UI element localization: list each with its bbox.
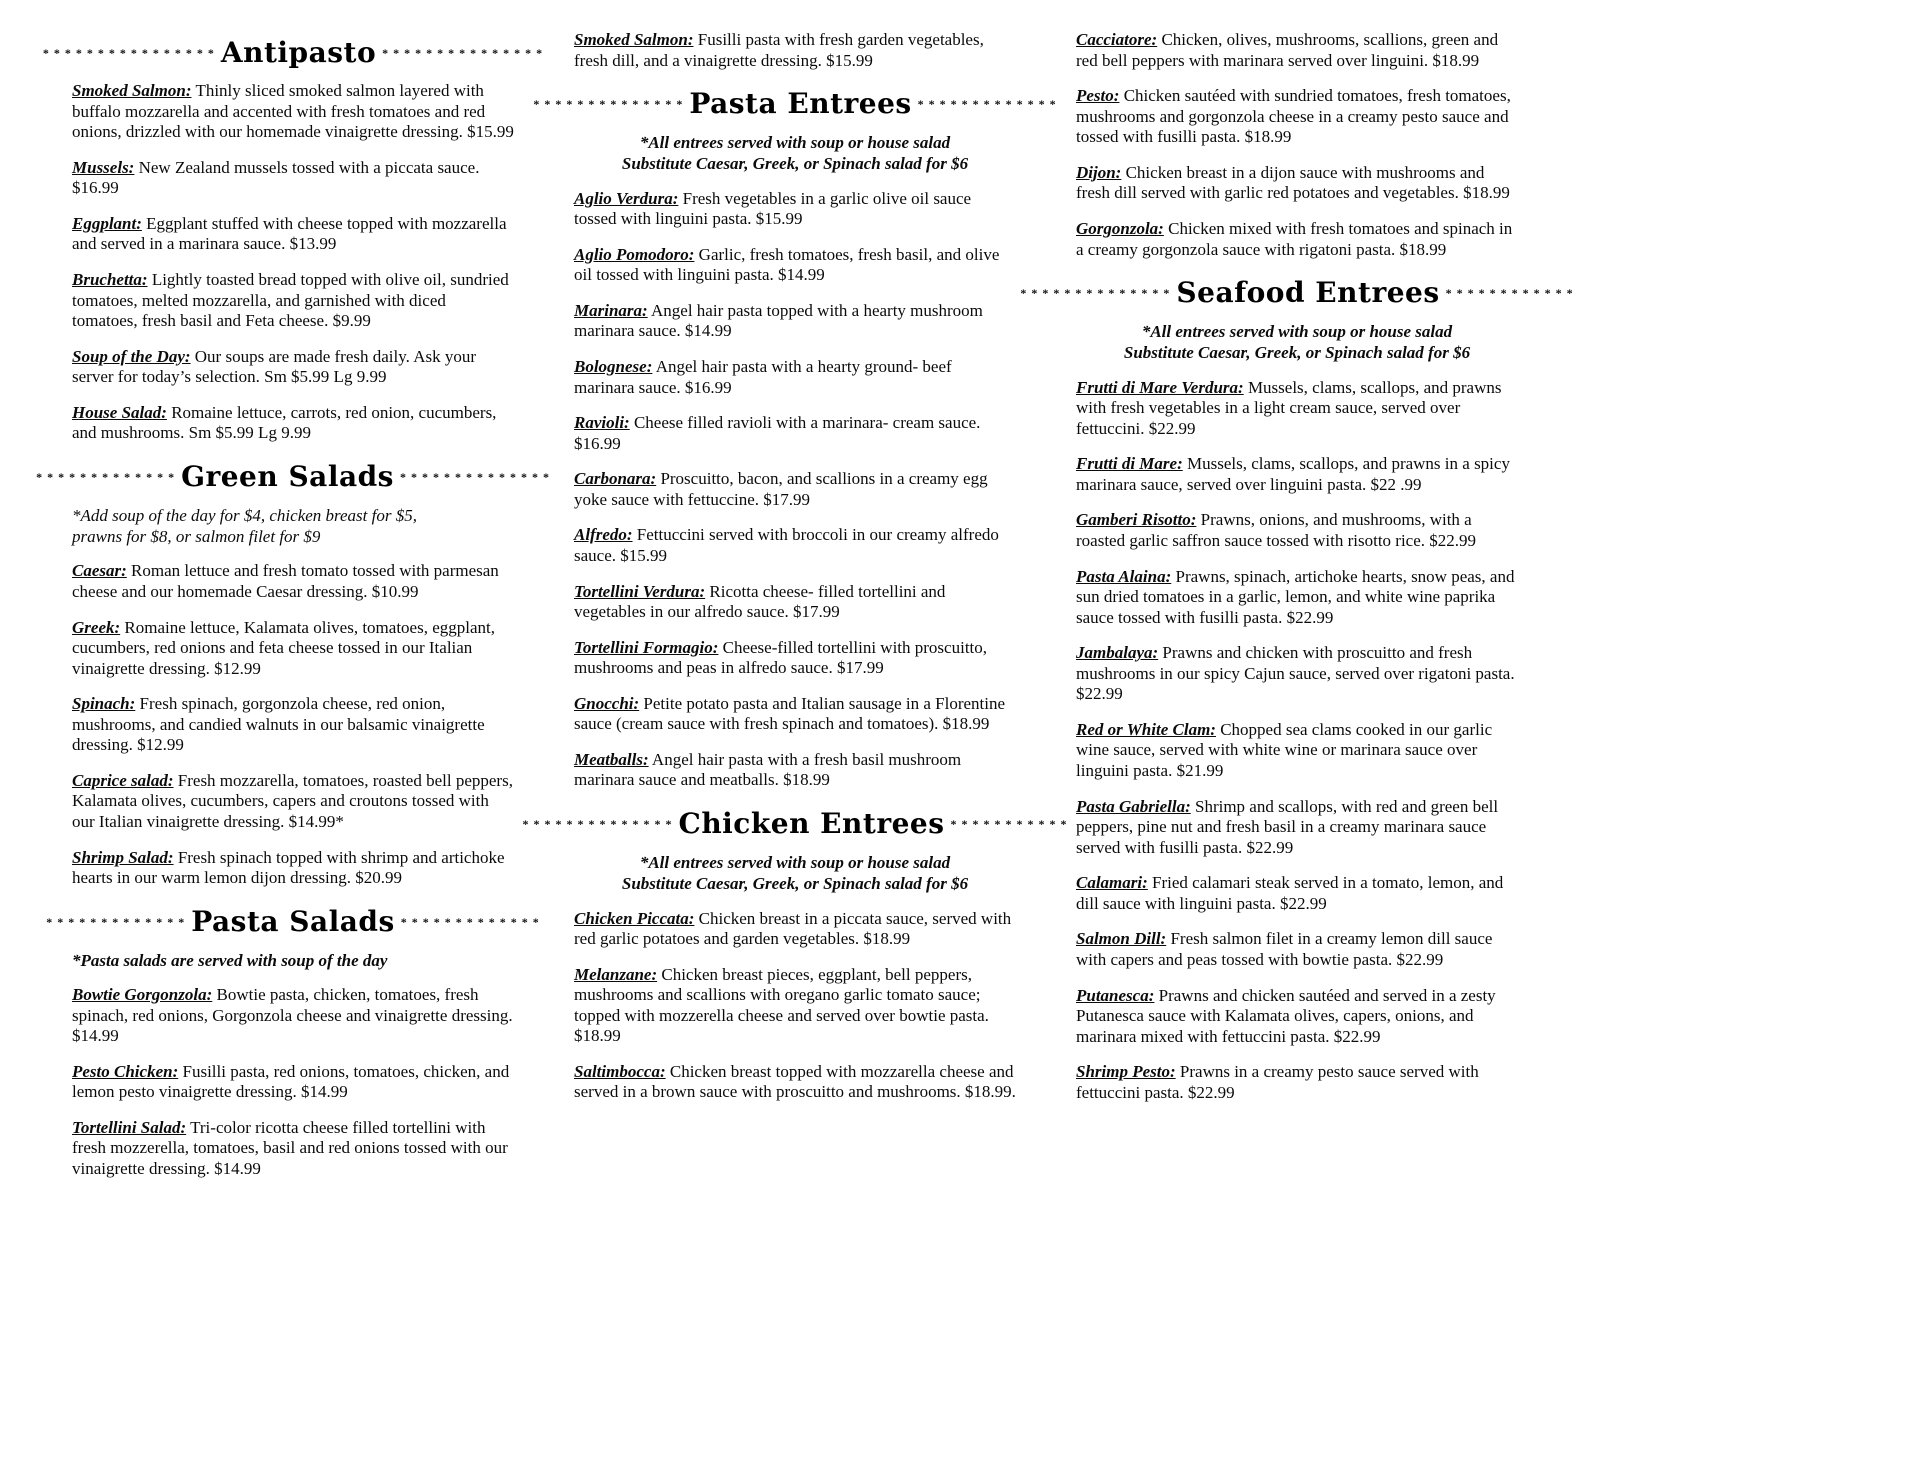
item-name: Eggplant: [72,213,142,233]
item-name: Frutti di Mare Verdura: [1076,377,1244,397]
item-name: Gorgonzola: [1076,218,1164,238]
item-name: Greek: [72,617,121,637]
menu-item [72,985,514,1047]
item-name: Caesar: [72,561,127,581]
item-description: Angel hair pasta with a fresh basil mushroom marinara sauce and meatballs. $18.99 [574,749,962,790]
item-name: Pesto Chicken: [72,1061,179,1081]
item-description: Chicken mixed with fresh tomatoes and spinach in a creamy gorgonzola sauce with rigatoni pasta. $18.99 [1076,218,1513,259]
item-name: Red or White Clam: [1076,719,1216,739]
section-note-line: *All entrees served with soup or house salad [639,133,951,153]
item-description: Angel hair pasta topped with a hearty mushroom marinara sauce. $14.99 [574,300,983,341]
menu-item [1076,163,1518,204]
section-note-line: prawns for $8, or salmon filet for $9 [72,527,321,547]
menu-item [72,694,514,756]
item-name: Mussels: [72,157,135,177]
item-name: Marinara: [574,300,648,320]
item-description: Prawns, onions, and mushrooms, with a roasted garlic saffron sauce tossed with risotto rice. $22.99 [1076,510,1477,550]
section-header [36,459,550,493]
menu-item [72,618,514,680]
item-name: Tortellini Salad: [72,1117,187,1137]
section-note-line: *Pasta salads are served with soup of the day [72,950,388,970]
item-name: Melanzane: [574,964,658,984]
item-name: Aglio Pomodoro: [574,244,695,264]
item-name: Smoked Salmon: [574,30,694,49]
menu-item [1076,378,1518,440]
item-name: Bolognese: [574,357,653,376]
menu-item [574,694,1016,735]
section-header [42,36,544,69]
item-name: Calamari: [1076,873,1148,893]
menu-item [1076,454,1518,495]
item-name: Pesto: [1076,86,1120,106]
item-description: Ricotta cheese- filled tortellini and vegetables in our alfredo sauce. $17.99 [574,581,946,622]
item-name: Shrimp Salad: [72,847,174,867]
item-description: Fresh spinach topped with shrimp and artichoke hearts in our warm lemon dijon dressing. $20.99 [72,847,505,888]
stars-right-decoration: * * * * * * * * * * * * * [917,97,1057,112]
item-description: Prawns and chicken with proscuitto and fresh mushrooms in our spicy Cajun sauce, served over rigatoni pasta. $22.99 [1076,643,1515,704]
menu-item [72,1062,514,1103]
item-name: Jambalaya: [1076,643,1159,663]
item-name: Soup of the Day: [72,346,191,366]
menu-column-2 [522,30,1068,1194]
item-description: Fettuccini served with broccoli in our creamy alfredo sauce. $15.99 [574,525,999,565]
item-name: House Salad: [72,402,167,422]
item-name: Pasta Gabriella: [1076,796,1191,816]
stars-right-decoration: * * * * * * * * * * * * [1445,286,1574,301]
item-description: Fried calamari steak served in a tomato, lemon, and dill sauce with linguini pasta. $22.99 [1076,873,1504,913]
section-title: Chicken Entrees [678,807,945,840]
item-description: Romaine lettuce, Kalamata olives, tomatoes, eggplant, cucumbers, red onions and feta cheese tossed in our Italian vinaigrette dressing. $12.99 [72,617,495,678]
item-name: Frutti di Mare: [1076,454,1183,474]
item-description: Fresh salmon filet in a creamy lemon dill sauce with capers and peas tossed with bowtie pasta. $22.99 [1076,929,1493,969]
menu-item [1076,643,1518,705]
menu-item [72,561,514,602]
item-name: Ravioli: [574,413,630,433]
menu-item [574,909,1016,950]
menu-item [72,403,514,444]
item-name: Cacciatore: [1076,30,1158,49]
item-description: Angel hair pasta with a hearty ground- beef marinara sauce. $16.99 [574,357,952,397]
item-description: Our soups are made fresh daily. Ask your server for today’s selection. Sm $5.99 Lg 9.99 [72,346,477,387]
menu-item [72,158,514,199]
item-description: Cheese filled ravioli with a marinara- cream sauce. $16.99 [574,413,981,453]
menu-item [72,81,514,143]
menu-item [1076,720,1518,782]
item-description: Fresh spinach, gorgonzola cheese, red onion, mushrooms, and candied walnuts in our balsamic vinaigrette dressing. $12.99 [72,694,485,755]
section-note-line: Substitute Caesar, Greek, or Spinach salad for $6 [621,874,969,894]
menu-column-1 [36,30,550,1194]
item-description: Bowtie pasta, chicken, tomatoes, fresh spinach, red onions, Gorgonzola cheese and vinaigrette dressing. $14.99 [72,984,513,1046]
menu-item [1076,219,1518,260]
section-title: Green Salads [181,459,394,493]
item-name: Chicken Piccata: [574,908,695,928]
menu-item [1076,929,1518,970]
item-description: Thinly sliced smoked salmon layered with buffalo mozzarella and accented with fresh tomatoes and red onions, drizzled with our homemade vinaigrette dressing. $15.99 [72,81,514,142]
menu-item [574,525,1016,566]
section-note [72,505,514,548]
item-name: Spinach: [72,694,136,714]
menu-item [1076,1062,1518,1103]
section-note-line: *All entrees served with soup or house salad [1141,322,1453,342]
item-description: Garlic, fresh tomatoes, fresh basil, and olive oil tossed with linguini pasta. $14.99 [574,244,1000,285]
item-description: Mussels, clams, scallops, and prawns with fresh vegetables in a light cream sauce, served over fettuccini. $22.99 [1076,377,1502,438]
item-description: Chicken breast topped with mozzarella cheese and served in a brown sauce with proscuitto and mushrooms. $18.99. [574,1061,1016,1102]
menu-item [72,771,514,833]
section-note [574,852,1016,895]
stars-right-decoration: * * * * * * * * * * * * * * * [382,46,544,60]
menu-item [574,582,1016,623]
section-header [1020,276,1574,310]
item-description: Chicken breast in a piccata sauce, served with red garlic potatoes and garden vegetables. $18.99 [574,908,1012,949]
menu-item [1076,30,1518,71]
menu-item [574,965,1016,1047]
menu-item [574,638,1016,679]
stars-right-decoration: * * * * * * * * * * * * * [400,914,540,929]
section-title: Pasta Entrees [689,87,912,121]
item-description: Prawns, spinach, artichoke hearts, snow peas, and sun dried tomatoes in a garlic, lemon, and white wine paprika sauce tossed with fusilli pasta. $22.99 [1076,566,1515,627]
item-description: Mussels, clams, scallops, and prawns in a spicy marinara sauce, served over linguini pasta. $22 .99 [1076,454,1510,494]
menu-item [574,301,1016,342]
section-note [72,950,514,971]
item-description: Romaine lettuce, carrots, red onion, cucumbers, and mushrooms. Sm $5.99 Lg 9.99 [72,402,497,443]
section-note-line: *All entrees served with soup or house salad [639,853,951,872]
item-description: Petite potato pasta and Italian sausage in a Florentine sauce (cream sauce with fresh spinach and tomatoes). $18.99 [574,693,1006,734]
menu-item [72,1118,514,1180]
item-name: Alfredo: [574,525,633,545]
menu-item [574,245,1016,286]
item-description: Fresh vegetables in a garlic olive oil sauce tossed with linguini pasta. $15.99 [574,188,972,229]
menu-item [72,848,514,889]
item-name: Aglio Verdura: [574,188,679,208]
item-description: Fusilli pasta with fresh garden vegetables, fresh dill, and a vinaigrette dressing. $15.99 [574,30,984,70]
section-header [533,87,1057,121]
section-title: Pasta Salads [191,904,395,938]
item-name: Caprice salad: [72,770,174,790]
item-name: Bowtie Gorgonzola: [72,984,213,1004]
stars-right-decoration: * * * * * * * * * * * * * * [399,469,550,484]
menu-item [574,413,1016,454]
menu-item [1076,986,1518,1048]
menu-item [1076,567,1518,629]
section-title: Seafood Entrees [1176,276,1440,310]
stars-left-decoration: * * * * * * * * * * * * * * * * [42,46,215,60]
item-description: Eggplant stuffed with cheese topped with mozzarella and served in a marinara sauce. $13.99 [72,213,507,254]
menu-item [1076,873,1518,914]
item-name: Shrimp Pesto: [1076,1062,1176,1082]
item-description: Tri-color ricotta cheese filled tortellini with fresh mozzerella, tomatoes, basil and red onions tossed with our vinaigrette dressing. $14.99 [72,1117,508,1178]
menu-item [1076,797,1518,859]
item-name: Tortellini Formagio: [574,637,719,657]
item-description: Lightly toasted bread topped with olive oil, sundried tomatoes, melted mozzarella, and garnished with diced tomatoes, fresh basil and Feta cheese. $9.99 [72,269,509,331]
item-description: Chopped sea clams cooked in our garlic wine sauce, served with white wine or marinara sauce over linguini pasta. $21.99 [1076,719,1493,780]
item-description: Chicken, olives, mushrooms, scallions, green and red bell peppers with marinara served over linguini. $18.99 [1076,30,1499,70]
item-name: Salmon Dill: [1076,929,1167,949]
item-name: Putanesca: [1076,985,1155,1005]
item-description: Fresh mozzarella, tomatoes, roasted bell peppers, Kalamata olives, cucumbers, capers and croutons tossed with our Italian vinaigrette dressing. $14.99* [72,770,513,831]
stars-left-decoration: * * * * * * * * * * * * * * [533,97,684,112]
section-note [1076,321,1518,364]
section-header [46,904,540,938]
section-note-line: Substitute Caesar, Greek, or Spinach salad for $6 [1123,343,1471,363]
item-name: Carbonara: [574,469,657,489]
menu-item [1076,510,1518,551]
item-name: Saltimbocca: [574,1061,666,1081]
item-description: Cheese-filled tortellini with proscuitto, mushrooms and peas in alfredo sauce. $17.99 [574,637,988,678]
menu-item [72,270,514,332]
item-description: Prawns and chicken sautéed and served in a zesty Putanesca sauce with Kalamata olives, capers, onions, and marinara mixed with fettuccini pasta. $22.99 [1076,985,1496,1046]
section-header [522,807,1068,840]
stars-right-decoration: * * * * * * * * * * * [950,817,1068,831]
item-name: Pasta Alaina: [1076,566,1172,586]
section-note-line: *Add soup of the day for $4, chicken breast for $5, [72,505,417,525]
item-name: Gnocchi: [574,693,640,713]
item-name: Tortellini Verdura: [574,581,706,601]
item-description: New Zealand mussels tossed with a piccata sauce. $16.99 [72,157,480,198]
menu-item [574,30,1016,71]
item-name: Smoked Salmon: [72,81,192,100]
section-note [574,132,1016,175]
section-title: Antipasto [220,36,377,69]
menu-item [574,469,1016,510]
item-description: Proscuitto, bacon, and scallions in a creamy egg yoke sauce with fettuccine. $17.99 [574,469,988,509]
stars-left-decoration: * * * * * * * * * * * * * [36,469,176,484]
item-name: Meatballs: [574,749,649,769]
item-description: Chicken breast pieces, eggplant, bell peppers, mushrooms and scallions with oregano garlic tomato sauce; topped with mozzerella cheese and served over bowtie pasta. $18.99 [574,964,989,1046]
item-name: Dijon: [1076,162,1122,182]
item-description: Prawns in a creamy pesto sauce served with fettuccini pasta. $22.99 [1076,1062,1479,1102]
stars-left-decoration: * * * * * * * * * * * * * [46,914,186,929]
item-description: Chicken sautéed with sundried tomatoes, fresh tomatoes, mushrooms and gorgonzola cheese in a creamy pesto sauce and tossed with fusilli pasta. $18.99 [1076,86,1511,147]
item-description: Shrimp and scallops, with red and green bell peppers, pine nut and fresh basil in a creamy marinara sauce served with fusilli pasta. $22.99 [1076,796,1499,857]
menu-item [1076,86,1518,148]
item-description: Chicken breast in a dijon sauce with mushrooms and fresh dill served with garlic red potatoes and vegetables. $18.99 [1076,162,1510,203]
item-name: Bruchetta: [72,269,148,289]
stars-left-decoration: * * * * * * * * * * * * * * [522,817,673,831]
item-description: Fusilli pasta, red onions, tomatoes, chicken, and lemon pesto vinaigrette dressing. $14.99 [72,1061,510,1102]
menu-item [72,214,514,255]
section-note-line: Substitute Caesar, Greek, or Spinach salad for $6 [621,154,969,174]
menu-column-3 [1020,30,1574,1194]
menu-item [574,357,1016,398]
menu-item [574,1062,1016,1103]
menu-item [574,189,1016,230]
menu-item [574,750,1016,791]
menu-item [72,347,514,388]
item-description: Roman lettuce and fresh tomato tossed with parmesan cheese and our homemade Caesar dressing. $10.99 [72,561,499,601]
stars-left-decoration: * * * * * * * * * * * * * * [1020,286,1171,301]
item-name: Gamberi Risotto: [1076,510,1197,530]
